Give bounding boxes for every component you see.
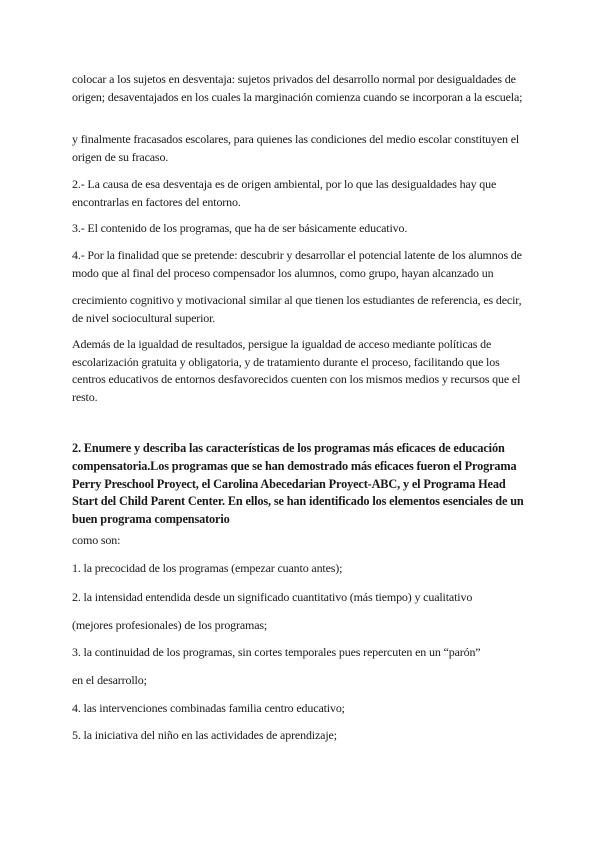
list-item-4: 4. las intervenciones combinadas familia centro educativo; — [72, 701, 345, 715]
paragraph-point-3: 3.- El contenido de los programas, que ha de ser básicamente educativo. — [72, 221, 408, 235]
paragraph-point-4: 4.- Por la finalidad que se pretende: descubrir y desarrollar el potencial latente de los alumnos de modo que al final del proceso compensador los alumnos, como grupo, hayan alcanzado un — [72, 248, 522, 280]
paragraph-equality-access: Además de la igualdad de resultados, persigue la igualdad de acceso mediante políticas de escolarización gratuita y obligatoria, y de tratamiento durante el proceso, facilitando que los centros educativos de entornos desfavorecidos cuenten con los mismos medios y recursos que el resto. — [72, 337, 521, 404]
paragraph-school-failures: y finalmente fracasados escolares, para quienes las condiciones del medio escolar constituyen el origen de su fracaso. — [72, 132, 520, 164]
question-2-heading: 2. Enumere y describa las características de los programas más eficaces de educación compensatoria.Los programas que se han demostrado más eficaces fueron el Programa Perry Preschool Proyect, el Carolina Abecedarian Proyect-ABC, y el Programa Head Start del Child Parent Center. En ellos, se han identificado los elementos esenciales de un buen programa compensatorio — [72, 441, 524, 527]
list-item-2: 2. la intensidad entendida desde un significado cuantitativo (más tiempo) y cualitativo — [72, 590, 473, 604]
list-item-1: 1. la precocidad de los programas (empezar cuanto antes); — [72, 561, 343, 575]
paragraph-como-son: como son: — [72, 533, 121, 547]
paragraph-disadvantaged-subjects: colocar a los sujetos en desventaja: sujetos privados del desarrollo normal por desigualdades de origen; desaventajados en los cuales la marginación comienza cuando se incorporan a la escuela; — [72, 72, 523, 104]
list-item-3-continued: en el desarrollo; — [72, 673, 147, 687]
list-item-5: 5. la iniciativa del niño en las actividades de aprendizaje; — [72, 728, 337, 742]
list-item-2-continued: (mejores profesionales) de los programas; — [72, 618, 268, 632]
paragraph-cognitive-growth: crecimiento cognitivo y motivacional similar al que tienen los estudiantes de referencia, es decir, de nivel sociocultural superior. — [72, 293, 522, 325]
paragraph-point-2: 2.- La causa de esa desventaja es de origen ambiental, por lo que las desigualdades hay que encontrarlas en factores del entorno. — [72, 177, 497, 209]
list-item-3: 3. la continuidad de los programas, sin cortes temporales pues repercuten en un “parón” — [72, 645, 481, 659]
